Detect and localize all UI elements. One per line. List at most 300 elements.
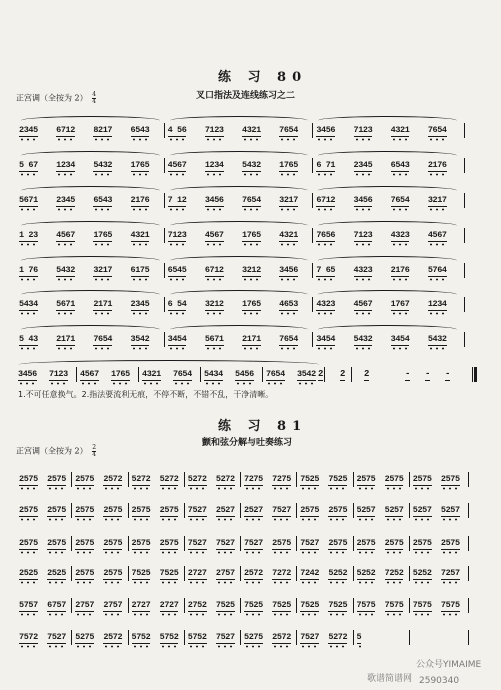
- note-group: 2575: [75, 474, 94, 484]
- note-group: 3454: [168, 334, 187, 344]
- bar-line: [184, 598, 185, 613]
- note-group: 7123: [168, 230, 187, 240]
- score-line-final: [17, 369, 485, 382]
- note-group: 7527: [300, 632, 319, 642]
- note-group: 7527: [188, 505, 207, 515]
- note-group: 7242: [300, 568, 319, 578]
- note-group: 6757: [47, 600, 66, 610]
- slur: [21, 151, 160, 160]
- bar-line: [240, 536, 241, 551]
- bar-line: [138, 367, 139, 382]
- score-line: [17, 632, 467, 645]
- note-group: 4567: [56, 230, 75, 240]
- tail-note: 2: [318, 369, 324, 379]
- note-group: 2171: [242, 334, 261, 344]
- tail-note: -: [405, 369, 411, 379]
- bar-line: [200, 367, 201, 382]
- note-group: 5 43: [19, 334, 38, 344]
- note-group: 2752: [188, 600, 207, 610]
- slur: [318, 116, 457, 125]
- note-group: 7654: [242, 195, 261, 205]
- bar-line: [296, 630, 297, 645]
- note-group: 3542: [297, 369, 316, 379]
- note-group: 3217: [93, 265, 112, 275]
- note-group: 5432: [428, 334, 447, 344]
- note-group: 5: [357, 632, 362, 642]
- note-group: 5752: [188, 632, 207, 642]
- note-group: 7654: [391, 195, 410, 205]
- bar-line: [464, 193, 465, 208]
- score-line: [17, 230, 463, 243]
- note-group: 7654: [279, 334, 298, 344]
- note-group: 7656: [316, 230, 335, 240]
- exercise-80-subtitle: 叉口指法及连线练习之二: [196, 91, 296, 101]
- note-group: 2176: [131, 195, 150, 205]
- note-group: 2575: [75, 568, 94, 578]
- tail-note: -: [445, 369, 451, 379]
- bar-line: [353, 536, 354, 551]
- note-group: 5257: [385, 505, 404, 515]
- note-group: 5257: [357, 505, 376, 515]
- note-group: 5432: [56, 265, 75, 275]
- exercise-81-key: [16, 445, 96, 458]
- note-group: 5752: [160, 632, 179, 642]
- bar-line: [353, 630, 354, 645]
- bar-line: [324, 367, 325, 382]
- note-group: 1 76: [19, 265, 38, 275]
- note-group: 1765: [279, 160, 298, 170]
- bar-line: [71, 503, 72, 518]
- bar-line: [468, 472, 469, 487]
- slur: [170, 186, 309, 195]
- bar-line: [312, 228, 313, 243]
- note-group: 7123: [354, 230, 373, 240]
- bar-line: [128, 536, 129, 551]
- note-group: 1234: [205, 160, 224, 170]
- note-group: 5257: [413, 505, 432, 515]
- bar-line: [468, 630, 469, 645]
- note-group: 4567: [80, 369, 99, 379]
- note-group: 7525: [132, 568, 151, 578]
- note-group: 4323: [354, 265, 373, 275]
- score-line: [17, 334, 463, 347]
- note-group: 2575: [103, 505, 122, 515]
- note-group: 7525: [160, 568, 179, 578]
- note-group: 5252: [357, 568, 376, 578]
- bar-line: [128, 598, 129, 613]
- note-group: 7252: [385, 568, 404, 578]
- note-group: 5272: [188, 474, 207, 484]
- slur: [170, 256, 309, 265]
- note-group: 2757: [75, 600, 94, 610]
- note-group: 7654: [93, 334, 112, 344]
- bar-line: [71, 598, 72, 613]
- note-group: 2345: [56, 195, 75, 205]
- note-group: 2575: [47, 538, 66, 548]
- note-group: 5432: [354, 334, 373, 344]
- note-group: 7525: [328, 474, 347, 484]
- bar-line: [164, 297, 165, 312]
- score-line: [17, 505, 467, 518]
- bar-line: [464, 263, 465, 278]
- note-group: 7525: [272, 600, 291, 610]
- note-group: 3456: [205, 195, 224, 205]
- note-group: 5257: [441, 505, 460, 515]
- note-group: 6 71: [316, 160, 335, 170]
- tail-note: 2: [340, 369, 346, 379]
- note-group: 7527: [47, 632, 66, 642]
- note-group: 6543: [93, 195, 112, 205]
- exercise-80-title: 练 习 80: [218, 70, 308, 85]
- bar-line: [353, 598, 354, 613]
- slur: [21, 325, 160, 334]
- note-group: 2171: [93, 299, 112, 309]
- bar-line: [464, 123, 465, 138]
- note-group: 2575: [272, 538, 291, 548]
- score-line: [17, 195, 463, 208]
- note-group: 2176: [391, 265, 410, 275]
- note-group: 2575: [103, 568, 122, 578]
- slur: [318, 186, 457, 195]
- note-group: 7 65: [316, 265, 335, 275]
- bar-line: [184, 472, 185, 487]
- note-group: 4567: [354, 299, 373, 309]
- note-group: 2575: [357, 538, 376, 548]
- note-group: 2575: [160, 505, 179, 515]
- note-group: 1765: [111, 369, 130, 379]
- note-group: 7575: [441, 600, 460, 610]
- note-group: 3212: [205, 299, 224, 309]
- note-group: 7272: [272, 568, 291, 578]
- note-group: 2575: [300, 505, 319, 515]
- bar-line: [464, 228, 465, 243]
- note-group: 2572: [272, 632, 291, 642]
- note-group: 7123: [354, 125, 373, 135]
- note-group: 4323: [391, 230, 410, 240]
- note-group: 5671: [205, 334, 224, 344]
- bar-line: [184, 503, 185, 518]
- bar-line: [128, 503, 129, 518]
- note-group: 4321: [391, 125, 410, 135]
- note-group: 5434: [204, 369, 223, 379]
- watermark-text-1: 歌谱简谱网: [367, 674, 413, 684]
- bar-line: [128, 472, 129, 487]
- note-group: 2171: [56, 334, 75, 344]
- note-group: 7275: [244, 474, 263, 484]
- bar-line: [464, 297, 465, 312]
- note-group: 7123: [49, 369, 68, 379]
- note-group: 1765: [131, 160, 150, 170]
- note-group: 4567: [428, 230, 447, 240]
- slur: [170, 116, 309, 125]
- note-group: 5272: [132, 474, 151, 484]
- slur: [21, 116, 160, 125]
- bar-line: [240, 503, 241, 518]
- score-line: [17, 299, 463, 312]
- slur: [170, 221, 309, 230]
- score-line: [17, 474, 467, 487]
- note-group: 1234: [56, 160, 75, 170]
- bar-line: [312, 332, 313, 347]
- note-group: 7527: [300, 538, 319, 548]
- bar-line: [184, 536, 185, 551]
- slur: [318, 290, 457, 299]
- note-group: 5275: [244, 632, 263, 642]
- bar-line: [164, 193, 165, 208]
- note-group: 2527: [216, 505, 235, 515]
- bar-line: [353, 472, 354, 487]
- note-group: 6543: [391, 160, 410, 170]
- exercise-81-title: 练 习 81: [218, 419, 308, 434]
- note-group: 7654: [266, 369, 285, 379]
- note-group: 1234: [428, 299, 447, 309]
- note-group: 2575: [19, 505, 38, 515]
- note-group: 7527: [244, 538, 263, 548]
- note-group: 2757: [216, 568, 235, 578]
- bar-line: [240, 630, 241, 645]
- note-group: 2575: [132, 505, 151, 515]
- time-signature: $\frac{2}{4}$: [92, 444, 97, 458]
- bar-line: [164, 228, 165, 243]
- note-group: 2572: [103, 632, 122, 642]
- note-group: 2525: [19, 568, 38, 578]
- score-line: [17, 568, 467, 581]
- bar-line: [76, 367, 77, 382]
- note-group: 5252: [328, 568, 347, 578]
- note-group: 4653: [279, 299, 298, 309]
- note-group: 2575: [132, 538, 151, 548]
- bar-line: [164, 263, 165, 278]
- note-group: 2575: [385, 474, 404, 484]
- slur: [318, 325, 457, 334]
- bar-line: [312, 123, 313, 138]
- note-group: 7525: [300, 474, 319, 484]
- bar-line: [128, 566, 129, 581]
- note-group: 4321: [131, 230, 150, 240]
- score-line: [17, 600, 467, 613]
- slur: [21, 186, 160, 195]
- note-group: 2575: [75, 505, 94, 515]
- note-group: 3217: [428, 195, 447, 205]
- bar-line: [409, 503, 410, 518]
- score-line: [17, 265, 463, 278]
- note-group: 2345: [19, 125, 38, 135]
- exercise-81-subtitle: 颤和弦分解与吐奏练习: [202, 438, 293, 448]
- tail-note: -: [425, 369, 431, 379]
- note-group: 7525: [216, 600, 235, 610]
- note-group: 3212: [242, 265, 261, 275]
- note-group: 2575: [357, 474, 376, 484]
- bar-line: [128, 630, 129, 645]
- note-group: 1765: [242, 299, 261, 309]
- bar-line: [71, 630, 72, 645]
- note-group: 4321: [142, 369, 161, 379]
- note-group: 6712: [205, 265, 224, 275]
- note-group: 7575: [413, 600, 432, 610]
- time-signature: $\frac{4}{4}$: [92, 91, 97, 105]
- note-group: 2572: [244, 568, 263, 578]
- bar-line: [296, 536, 297, 551]
- bar-line: [312, 297, 313, 312]
- note-group: 2575: [413, 474, 432, 484]
- slur: [21, 221, 160, 230]
- bar-line: [409, 630, 410, 645]
- note-group: 5432: [242, 160, 261, 170]
- note-group: 6543: [131, 125, 150, 135]
- note-group: 2575: [441, 474, 460, 484]
- note-group: 7123: [205, 125, 224, 135]
- bar-line: [409, 566, 410, 581]
- note-group: 6175: [131, 265, 150, 275]
- note-group: 5752: [132, 632, 151, 642]
- bar-line: [71, 536, 72, 551]
- note-group: 7654: [428, 125, 447, 135]
- note-group: 2727: [160, 600, 179, 610]
- note-group: 3454: [391, 334, 410, 344]
- bar-line: [468, 503, 469, 518]
- final-bar-line: [472, 367, 477, 382]
- note-group: 7527: [216, 632, 235, 642]
- slur: [170, 290, 309, 299]
- note-group: 3456: [354, 195, 373, 205]
- bar-line: [353, 566, 354, 581]
- note-group: 1767: [391, 299, 410, 309]
- note-group: 1 23: [19, 230, 38, 240]
- note-group: 2575: [441, 538, 460, 548]
- exercise-80-key: [16, 92, 96, 105]
- note-group: 7525: [244, 600, 263, 610]
- bar-line: [464, 332, 465, 347]
- key-label: 正宫调（全按为 2）: [16, 93, 88, 103]
- bar-line: [409, 598, 410, 613]
- note-group: 3217: [279, 195, 298, 205]
- note-group: 2575: [413, 538, 432, 548]
- note-group: 7527: [272, 505, 291, 515]
- note-group: 5275: [75, 632, 94, 642]
- bar-line: [353, 503, 354, 518]
- bar-line: [296, 566, 297, 581]
- note-group: 2575: [160, 538, 179, 548]
- note-group: 5432: [93, 160, 112, 170]
- watermark-text-2: 公众号YIMAIME: [416, 660, 482, 670]
- note-group: 3542: [131, 334, 150, 344]
- note-group: 5671: [19, 195, 38, 205]
- note-group: 7257: [441, 568, 460, 578]
- note-group: 4 56: [168, 125, 187, 135]
- slur: [318, 221, 457, 230]
- note-group: 1765: [93, 230, 112, 240]
- note-group: 7275: [272, 474, 291, 484]
- note-group: 5456: [235, 369, 254, 379]
- exercise-80-notes: 1.不可任意换气。2.指法要流利无痕，不停不断，不错不乱，干净清晰。: [18, 390, 274, 399]
- bar-line: [164, 332, 165, 347]
- note-group: 2575: [328, 505, 347, 515]
- note-group: 2575: [103, 538, 122, 548]
- note-group: 3456: [316, 125, 335, 135]
- key-label: 正宫调（全按为 2）: [16, 446, 88, 456]
- note-group: 7 12: [168, 195, 187, 205]
- note-group: 3456: [18, 369, 37, 379]
- note-group: 6 54: [168, 299, 187, 309]
- note-group: 7654: [279, 125, 298, 135]
- bar-line: [71, 472, 72, 487]
- bar-line: [468, 566, 469, 581]
- note-group: 3454: [316, 334, 335, 344]
- slur: [21, 256, 160, 265]
- note-group: 5272: [328, 632, 347, 642]
- bar-line: [296, 472, 297, 487]
- note-group: 2575: [328, 538, 347, 548]
- note-group: 2575: [47, 474, 66, 484]
- bar-line: [312, 193, 313, 208]
- note-group: 2572: [103, 474, 122, 484]
- note-group: 4567: [205, 230, 224, 240]
- note-group: 6545: [168, 265, 187, 275]
- bar-line: [164, 123, 165, 138]
- note-group: 2575: [385, 538, 404, 548]
- note-group: 2345: [354, 160, 373, 170]
- bar-line: [312, 158, 313, 173]
- note-group: 7525: [328, 600, 347, 610]
- note-group: 4323: [316, 299, 335, 309]
- bar-line: [296, 503, 297, 518]
- note-group: 7572: [19, 632, 38, 642]
- note-group: 3456: [279, 265, 298, 275]
- note-group: 7527: [188, 538, 207, 548]
- note-group: 4321: [279, 230, 298, 240]
- note-group: 5764: [428, 265, 447, 275]
- slur: [170, 151, 309, 160]
- note-group: 5671: [56, 299, 75, 309]
- bar-line: [262, 367, 263, 382]
- note-group: 7527: [216, 538, 235, 548]
- bar-line: [468, 536, 469, 551]
- note-group: 2575: [47, 505, 66, 515]
- bar-line: [296, 598, 297, 613]
- note-group: 7575: [385, 600, 404, 610]
- bar-line: [240, 472, 241, 487]
- note-group: 2727: [132, 600, 151, 610]
- score-line: [17, 538, 467, 551]
- bar-line: [240, 598, 241, 613]
- slur: [318, 256, 457, 265]
- note-group: 7525: [300, 600, 319, 610]
- note-group: 2575: [19, 474, 38, 484]
- note-group: 5757: [19, 600, 38, 610]
- bar-line: [71, 566, 72, 581]
- bar-line: [184, 630, 185, 645]
- note-group: 5272: [216, 474, 235, 484]
- bar-line: [468, 598, 469, 613]
- tail-note: 2: [364, 369, 370, 379]
- note-group: 4321: [242, 125, 261, 135]
- note-group: 2527: [244, 505, 263, 515]
- slur: [21, 290, 160, 299]
- note-group: 2757: [103, 600, 122, 610]
- note-group: 5252: [413, 568, 432, 578]
- note-group: 2575: [75, 538, 94, 548]
- note-group: 6712: [316, 195, 335, 205]
- note-group: 2176: [428, 160, 447, 170]
- note-group: 2525: [47, 568, 66, 578]
- bar-line: [409, 472, 410, 487]
- note-group: 7654: [173, 369, 192, 379]
- note-group: 1765: [242, 230, 261, 240]
- bar-line: [240, 566, 241, 581]
- bar-line: [184, 566, 185, 581]
- note-group: 8217: [93, 125, 112, 135]
- bar-line: [164, 158, 165, 173]
